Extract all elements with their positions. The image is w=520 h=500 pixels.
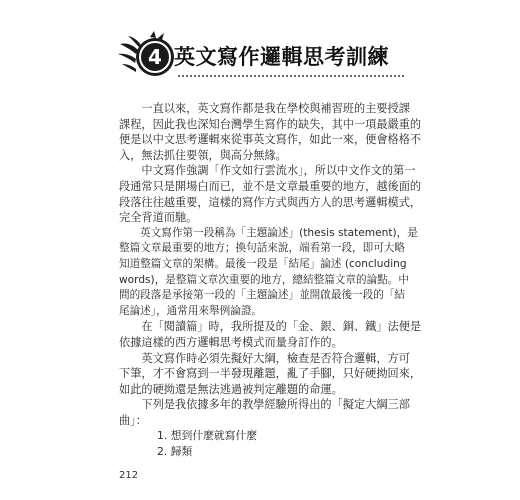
paragraph	[119, 397, 409, 428]
text-line: 如此的硬拗還是無法逃過被判定離題的命運。	[119, 382, 343, 396]
paragraph	[119, 319, 422, 350]
text-line: 間的段落是承接第一段的「主題論述」並開啟最後一段的「結	[119, 289, 406, 302]
text-line: 入，無法抓住要領，與高分無緣。	[119, 148, 287, 162]
text-line: 曲」：	[119, 413, 147, 427]
text-line: 知道整篇文章的架構。最後一段是「結尾」論述 (concluding	[119, 257, 407, 270]
text-line: 英文寫作第一段稱為「主題論述」(thesis statement)，是	[119, 226, 418, 239]
chapter-number: 4	[148, 45, 162, 69]
chapter-title: 英文寫作邏輯思考訓練	[174, 45, 389, 69]
paragraph	[119, 226, 418, 320]
dotted-divider	[178, 75, 404, 77]
text-line: 中文寫作強調「作文如行雲流水」，所以中文作文的第一	[119, 164, 416, 178]
paragraphs	[119, 101, 422, 428]
outline-list	[119, 428, 409, 460]
paragraph	[119, 351, 422, 398]
page-number: 212	[119, 470, 139, 481]
text-line: 尾論述」，通常用來舉例論證。	[119, 304, 263, 317]
text-line: 段通常只是開場白而已，並不是文章最重要的地方，越後面的	[119, 179, 422, 193]
text-line: 整篇文章最重要的地方；換句話來說，端看第一段，即可大略	[119, 242, 406, 255]
chapter-heading	[118, 28, 398, 86]
list-item: 1. 想到什麼就寫什麼	[157, 429, 258, 443]
text-line: 在「閱讀篇」時，我所提及的「金、銀、銅、鐵」法便是	[119, 320, 422, 334]
text-line: 便是以中文思考邏輯來從事英文寫作，如此一來，便會格格不	[119, 133, 422, 147]
text-line: 課程，因此我也深知台灣學生寫作的缺失，其中一項最嚴重的	[119, 117, 422, 131]
text-line: 段落往往越重要，這樣的寫作方式與西方人的思考邏輯模式，	[119, 195, 422, 209]
text-line: 完全背道而馳。	[119, 211, 198, 225]
paragraph	[119, 163, 422, 225]
body-text	[119, 101, 422, 460]
text-line: 依據這樣的西方邏輯思考模式而量身訂作的。	[119, 335, 343, 349]
text-line: words)，是整篇文章次重要的地方，總結整篇文章的論點。中	[119, 273, 409, 286]
list-item: 2. 歸類	[157, 445, 193, 459]
flame-circle-icon	[118, 28, 178, 86]
paragraph	[119, 101, 422, 163]
text-line: 下列是我依據多年的教學經驗所得出的「擬定大綱三部	[119, 398, 410, 412]
text-line: 下筆，才不會寫到一半發現離題，亂了手腳，只好硬拗回來，	[119, 367, 422, 381]
text-line: 一直以來，英文寫作都是我在學校與補習班的主要授課	[119, 102, 410, 115]
text-line: 英文寫作時必須先擬好大綱，檢查是否符合邏輯，方可	[119, 351, 410, 365]
